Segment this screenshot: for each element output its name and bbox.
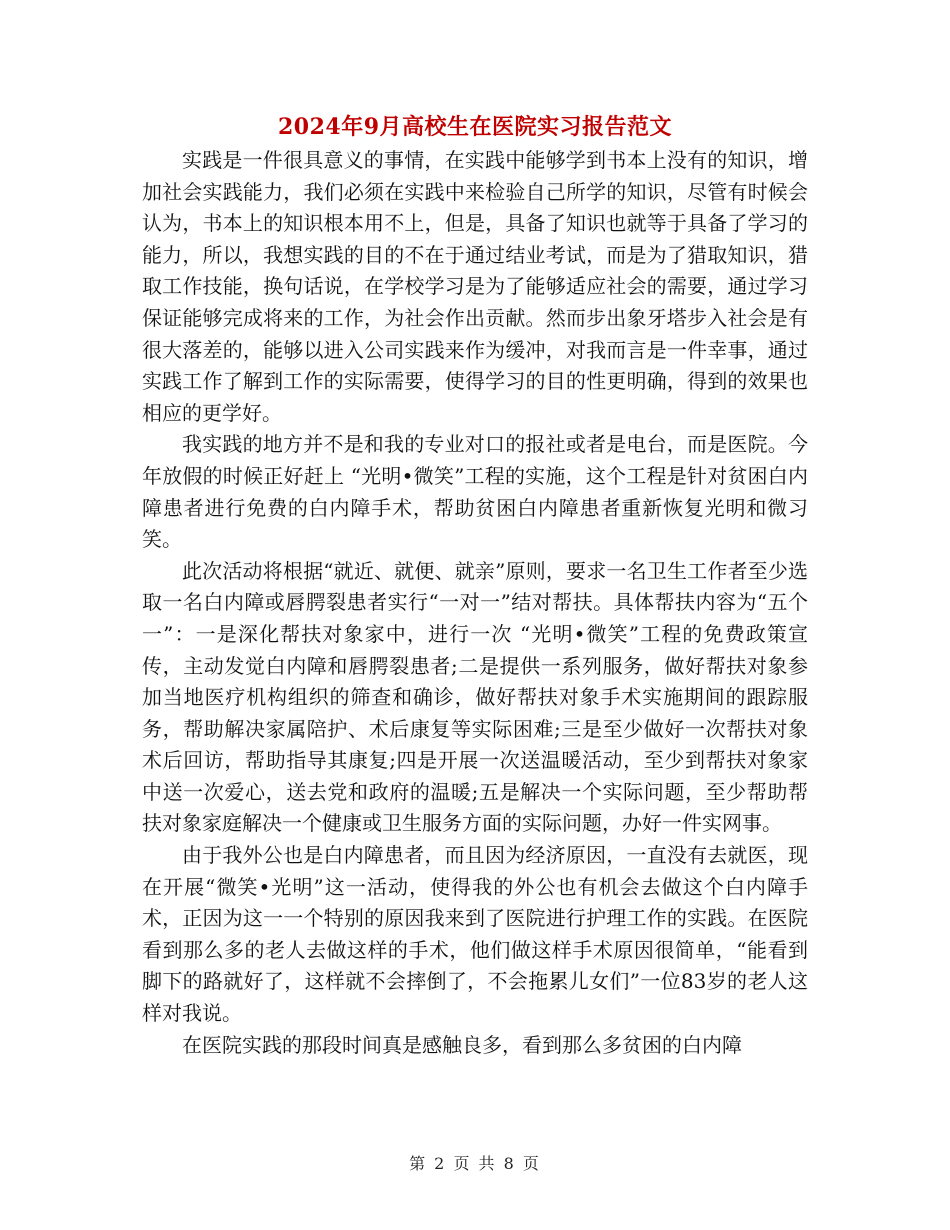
document-title: 2024年9月高校生在医院实习报告范文 [277, 114, 673, 140]
paragraph-2: 我实践的地方并不是和我的专业对口的报社或者是电台，而是医院。今年放假的时候正好赶上 “光明•微笑”工程的实施，这个工程是针对贫困白内障患者进行免费的白内障手术，帮助贫困白内障患者重新恢复光明和微习笑。 [142, 432, 808, 552]
paragraph-5: 在医院实践的那段时间真是感触良多，看到那么多贫困的白内障 [182, 1032, 742, 1057]
paragraph-3: 此次活动将根据“就近、就便、就亲”原则，要求一名卫生工作者至少选取一名白内障或唇腭裂患者实行“一对一”结对帮扶。具体帮扶内容为“五个一”：一是深化帮扶对象家中，进行一次 “光明•微笑”工程的免费政策宣传，主动发觉白内障和唇腭裂患者;二是提供一系列服务，做好帮扶对象参加当地医疗机构组织的筛查和确诊，做好帮扶对象手术实施期间的跟踪服务，帮助解决家属陪护、术后康复等实际困难;三是至少做好一次帮扶对象术后回访，帮助指导其康复;四是开展一次送温暖活动，至少到帮扶对象家中送一次爱心，送去党和政府的温暖;五是解决一个实际问题，至少帮助帮扶对象家庭解决一个健康或卫生服务方面的实际问题，办好一件实网事。 [142, 558, 808, 836]
page-footer: 第 2 页 共 8 页 [409, 1154, 541, 1173]
paragraph-1: 实践是一件很具意义的事情，在实践中能够学到书本上没有的知识，增加社会实践能力，我们必须在实践中来检验自己所学的知识，尽管有时候会认为，书本上的知识根本用不上，但是，具备了知识也就等于具备了学习的能力，所以，我想实践的目的不在于通过结业考试，而是为了猎取知识，猎取工作技能，换句话说，在学校学习是为了能够适应社会的需要，通过学习保证能够完成将来的工作，为社会作出贡献。然而步出象牙塔步入社会是有很大落差的，能够以进入公司实践来作为缓冲，对我而言是一件幸事，通过实践工作了解到工作的实际需要，使得学习的目的性更明确，得到的效果也相应的更学好。 [142, 148, 808, 425]
paragraph-4: 由于我外公也是白内障患者，而且因为经济原因，一直没有去就医，现在开展“微笑•光明”这一活动，使得我的外公也有机会去做这个白内障手术，正因为这一一个特别的原因我来到了医院进行护理工作的实践。在医院看到那么多的老人去做这样的手术，他们做这样手术原因很简单，“能看到脚下的路就好了，这样就不会摔倒了，不会拖累儿女们”一位83岁的老人这样对我说。 [142, 843, 808, 1026]
document-body [142, 145, 808, 1061]
